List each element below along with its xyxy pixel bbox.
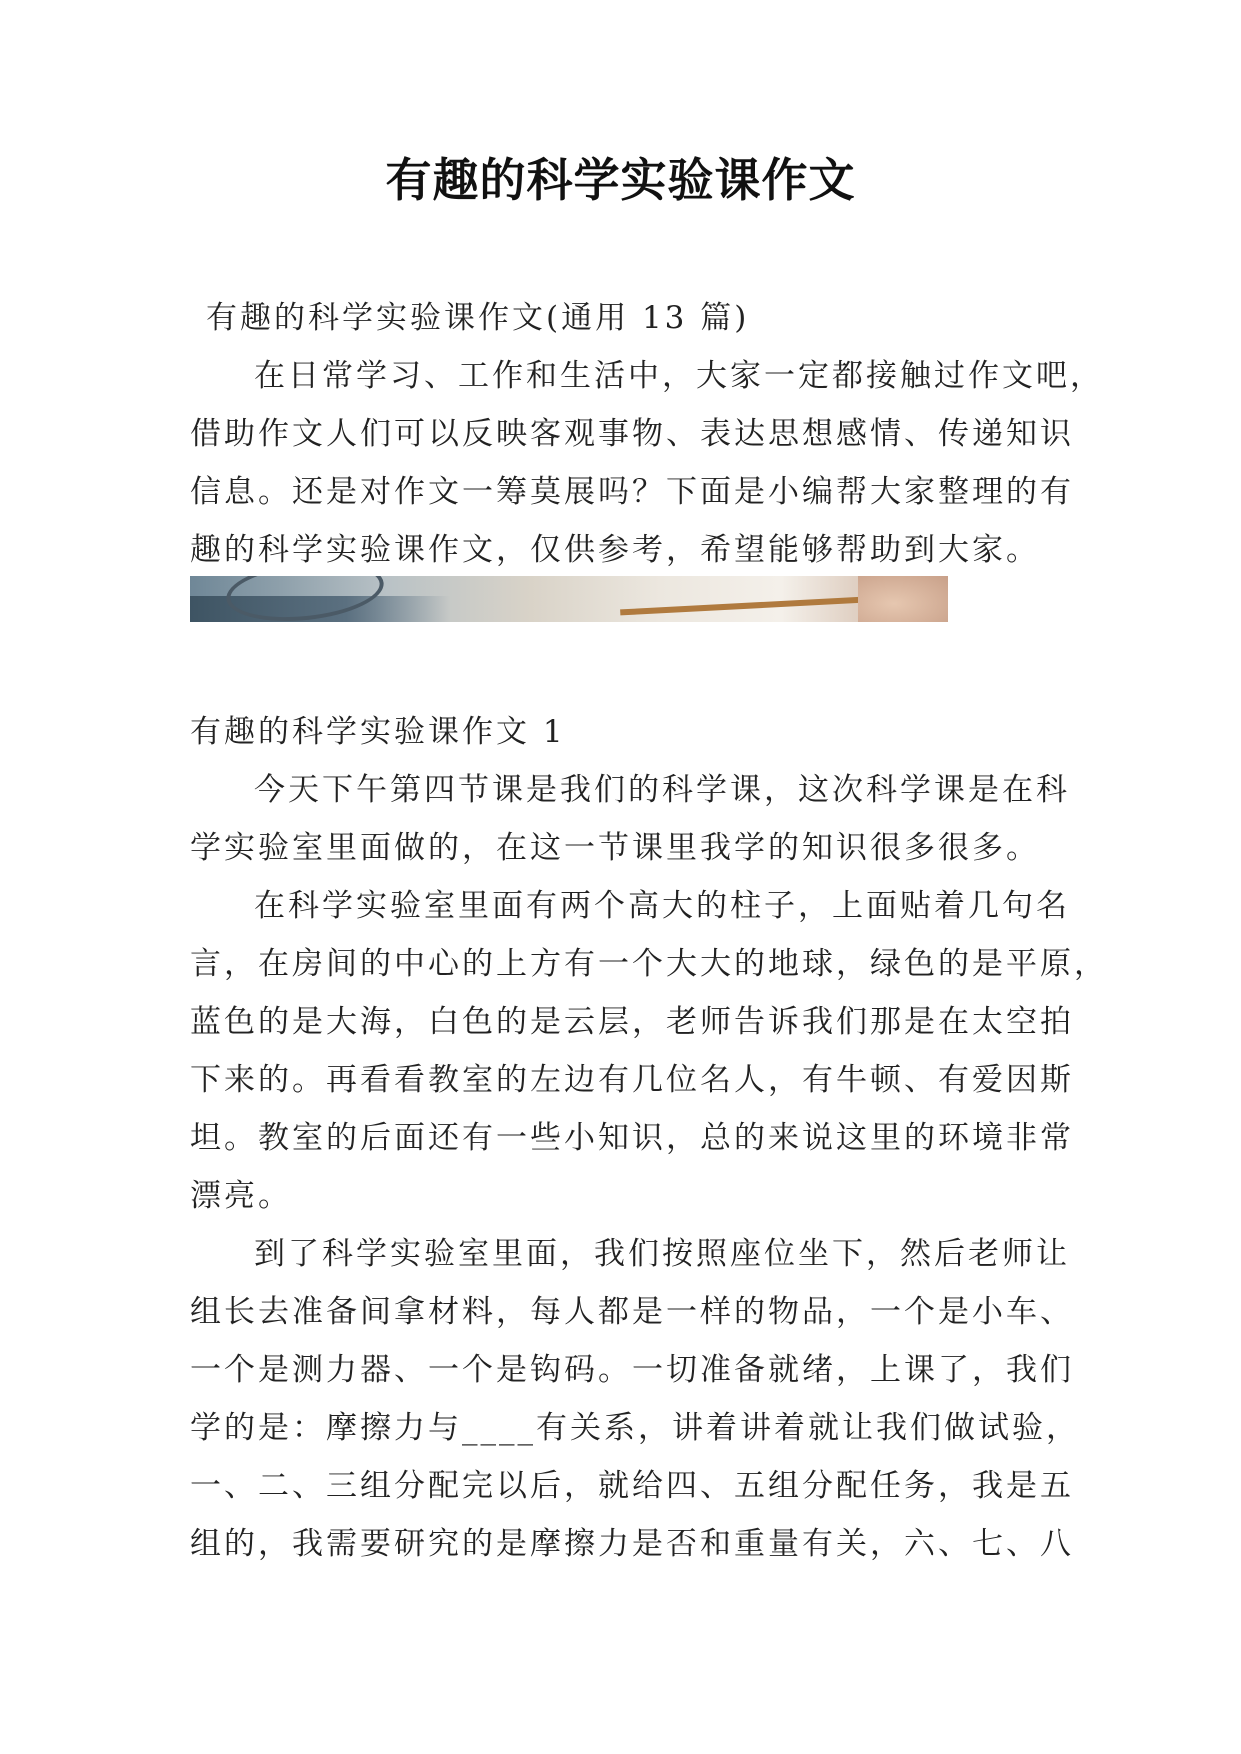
paragraph-line: 到了科学实验室里面，我们按照座位坐下，然后老师让 <box>254 1236 1070 1272</box>
paragraph-line: 学实验室里面做的，在这一节课里我学的知识很多很多。 <box>190 830 1040 866</box>
document-title: 有趣的科学实验课作文 <box>385 153 856 207</box>
banner-hand-shape <box>858 576 948 622</box>
paragraph-line: 学的是：摩擦力与____有关系，讲着讲着就让我们做试验， <box>190 1410 1080 1446</box>
intro-line: 信息。还是对作文一筹莫展吗？下面是小编帮大家整理的有 <box>190 474 1074 510</box>
paragraph-line: 下来的。再看看教室的左边有几位名人，有牛顿、有爱因斯 <box>190 1062 1074 1098</box>
document-subtitle: 有趣的科学实验课作文(通用 13 篇) <box>206 300 750 336</box>
paragraph-line: 漂亮。 <box>190 1178 292 1214</box>
banner-image <box>190 576 948 622</box>
paragraph-line: 一、二、三组分配完以后，就给四、五组分配任务，我是五 <box>190 1468 1074 1504</box>
intro-line: 趣的科学实验课作文，仅供参考，希望能够帮助到大家。 <box>190 532 1040 568</box>
paragraph-line: 组的，我需要研究的是摩擦力是否和重量有关，六、七、八 <box>190 1526 1074 1562</box>
section-heading: 有趣的科学实验课作文 1 <box>190 714 566 750</box>
paragraph-line: 一个是测力器、一个是钩码。一切准备就绪，上课了，我们 <box>190 1352 1074 1388</box>
intro-line: 借助作文人们可以反映客观事物、表达思想感情、传递知识 <box>190 416 1074 452</box>
paragraph-line: 坦。教室的后面还有一些小知识，总的来说这里的环境非常 <box>190 1120 1074 1156</box>
paragraph-line: 蓝色的是大海，白色的是云层，老师告诉我们那是在太空拍 <box>190 1004 1074 1040</box>
paragraph-line: 在科学实验室里面有两个高大的柱子，上面贴着几句名 <box>254 888 1070 924</box>
intro-line: 在日常学习、工作和生活中，大家一定都接触过作文吧， <box>254 358 1104 394</box>
paragraph-line: 言，在房间的中心的上方有一个大大的地球，绿色的是平原， <box>190 946 1108 982</box>
paragraph-line: 组长去准备间拿材料，每人都是一样的物品，一个是小车、 <box>190 1294 1074 1330</box>
paragraph-line: 今天下午第四节课是我们的科学课，这次科学课是在科 <box>254 772 1070 808</box>
